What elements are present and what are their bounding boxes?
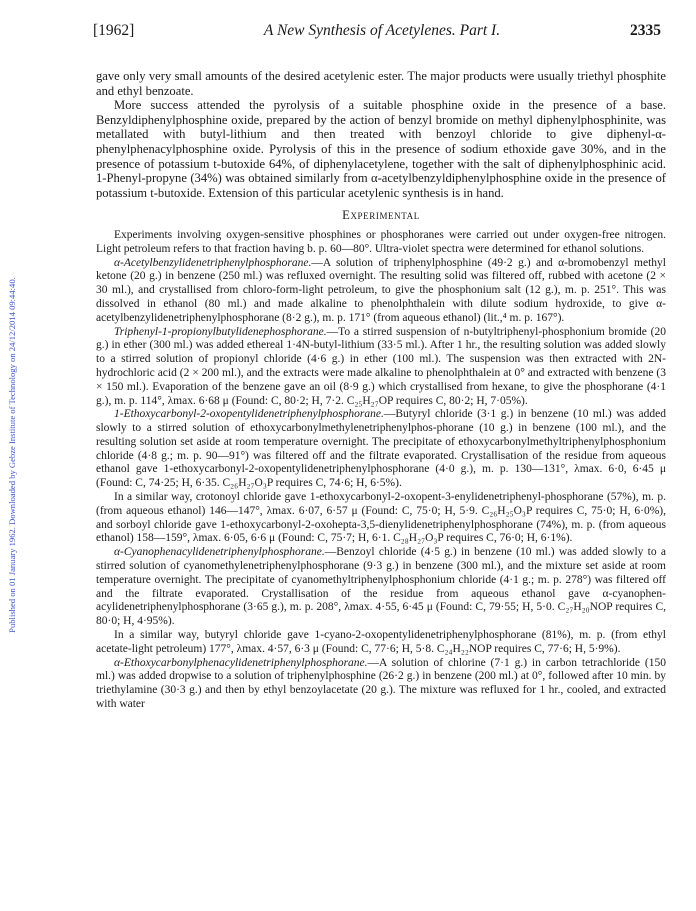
article-body [96,69,666,712]
running-header [93,22,671,44]
header-year: [1962] [93,22,135,39]
entry-heading: Triphenyl-1-propionylbutylidenephosphorane. [114,325,327,338]
experimental-entry [96,629,666,657]
experimental-entry [96,491,666,546]
download-notice-text: Published on 01 January 1962. Downloaded by Gebze Institute of Technology on 24/12/2014 09:44:40. [7,277,17,633]
header-title: A New Synthesis of Acetylenes. Part I. [263,22,501,39]
entry-text: —A solution of chlorine (7·1 g.) in carbon tetrachloride (150 ml.) was added dropwise to a solution of triphenylphosphine (26·2 g.) in benzene (200 ml.) at 0°, followed after 10 min. by triethylamine (30·3 g.) and then by ethyl benzoylacetate (20 g.). The mixture was refluxed for 1 hr., cooled, and extracted with water [96,656,666,711]
experimental-entry [96,326,666,409]
experimental-intro: Experiments involving oxygen-sensitive phosphines or phosphoranes were carried out under oxygen-free nitrogen. Light petroleum refers to that fraction having b. p. 60—80°. Ultra-violet spectra were determined for ethanol solutions. [96,228,666,255]
entry-text: In a similar way, crotonoyl chloride gave 1-ethoxycarbonyl-2-oxopent-3-enylidenetriphenyl-phosphorane (57%), m. p. (from aqueous ethanol) 146—147°, λmax. 6·07, 6·57 μ (Found: C, 75·0; H, 5·9. C₂₆H₂₅O₃P requires C, 75·0; H, 6·0%), and sorboyl chloride gave 1-ethoxycarbonyl-2-oxohepta-3,5-dienylidenetriphenylphosphorane (74%), m. p. (from aqueous ethanol) 158—159°, λmax. 6·05, 6·6 μ (Found: C, 75·7; H, 6·1. C₂₈H₂₇O₃P requires C, 76·0; H, 6·1%). [96,491,666,545]
entry-heading: α-Cyanophenacylidenetriphenylphosphorane. [114,546,325,559]
entry-text: —Benzoyl chloride (4·5 g.) in benzene (10 ml.) was added slowly to a stirred solution of cyanomethylenetriphenylphosphorane (9·3 g.) in benzene (300 ml.), and the mixture set aside at room temperature overnight. The precipitate of cyanomethyltriphenylphosphonium chloride (4·1 g.; m. p. 278°) was filtered off and the filtrate evaporated. Crystallisation of the residue from aqueous ethanol gave α-cyanophen-acylidenetriphenylphosphorane (3·65 g.), m. p. 208°, λmax. 4·55, 6·45 μ (Found: C, 79·55; H, 5·0. C₂₇H₂₀NOP requires C, 80·0; H, 4·95%). [96,546,666,628]
download-watermark [4,10,20,900]
entry-text: —Butyryl chloride (3·1 g.) in benzene (10 ml.) was added slowly to a stirred solution of ethoxycarbonylmethylenetriphenylphos-phorane (10 g.) in benzene (100 ml.), and the resulting solution set aside at room temperature overnight. The precipitate of ethoxycarbonylmethyltriphenylphosphonium chloride (4·8 g.; m. p. 90—91°) was filtered off and the filtrate evaporated. Crystallisation of the residue from aqueous ethanol gave 1-ethoxycarbonyl-2-oxopentylidenetriphenylphosphorane (4·0 g.), m. p. 130—131°, λmax. 6·0, 6·45 μ (Found: C, 74·25; H, 6·35. C₂₆H₂₇O₃P requires C, 74·6; H, 6·5%). [96,408,666,490]
entry-heading: α-Acetylbenzylidenetriphenylphosphorane. [114,256,312,269]
entry-text: —A solution of triphenylphosphine (49·2 g.) and α-bromobenzyl methyl ketone (20 g.) in benzene (250 ml.) was refluxed overnight. The resulting solid was filtered off, rubbed with acetone (2 × 30 ml.), and crystallised from chloro-form-light petroleum, to give the phosphonium salt (12 g.), m. p. 251°. This was dissolved in ethanol (80 ml.) and made alkaline to phenolphthalein with dilute sodium hydroxide, to give α-acetylbenzylidenetriphenylphosphorane (8·2 g.), m. p. 171° (from aqueous ethanol) (lit.,⁴ m. p. 167°). [96,256,666,324]
section-heading-experimental: Experimental [342,208,420,223]
entry-heading: 1-Ethoxycarbonyl-2-oxopentylidenetriphenylphosphorane. [114,408,384,421]
experimental-entry [96,257,666,326]
page-number: 2335 [630,22,661,39]
experimental-entry [96,408,666,491]
experimental-entry [96,546,666,629]
entry-text: —To a stirred suspension of n-butyltriphenyl-phosphonium bromide (20 g.) in ether (300 ml.) was added ethereal 1·4N-butyl-lithium (33·5 ml.). After 1 hr., the resulting solution was added slowly to a stirred solution of propionyl chloride (4·6 g.) in ether (100 ml.). The suspension was then extracted with 2N-hydrochloric acid (2 × 200 ml.), and the extracts were made alkaline to phenolphthalein at 0° and extracted with benzene (3 × 150 ml.). Evaporation of the benzene gave an oil (8·9 g.) which crystallised from hexane, to give the phosphorane (4·1 g.), m. p. 114°, λmax. 6·68 μ (Found: C, 80·2; H, 7·2. C₂₅H₂₇OP requires C, 80·2; H, 7·05%). [96,325,666,407]
experimental-entry [96,657,666,712]
entry-heading: α-Ethoxycarbonylphenacylidenetriphenylphosphorane. [114,656,368,669]
paragraph-continuation: gave only very small amounts of the desired acetylenic ester. The major products were usually triethyl phosphite and ethyl benzoate. [96,69,666,98]
entry-text: In a similar way, butyryl chloride gave 1-cyano-2-oxopentylidenetriphenylphosphorane (81%), m. p. (from ethyl acetate-light petroleum) 177°, λmax. 4·57, 6·3 μ (Found: C, 77·6; H, 5·8. C₂₄H₂₂NOP requires C, 77·6; H, 5·9%). [96,629,666,655]
paragraph-phosphine-oxide: More success attended the pyrolysis of a suitable phosphine oxide in the presence of a base. Benzyldiphenylphosphine oxide, prepared by the action of benzyl bromide on methyl diphenylphosphinite, was metallated with butyl-lithium and then treated with benzoyl chloride to give diphenyl-α-phenylphenacylphosphine oxide. Pyrolysis of this in the presence of sodium ethoxide gave 30%, and in the presence of potassium t-butoxide 64%, of diphenylacetylene, together with the salt of diphenylphosphinic acid. 1-Phenyl-propyne (34%) was obtained similarly from α-acetylbenzyldiphenylphosphine oxide in the presence of potassium t-butoxide. Extension of this particular acetylenic synthesis is in hand. [96,98,666,200]
experimental-section [96,229,666,712]
